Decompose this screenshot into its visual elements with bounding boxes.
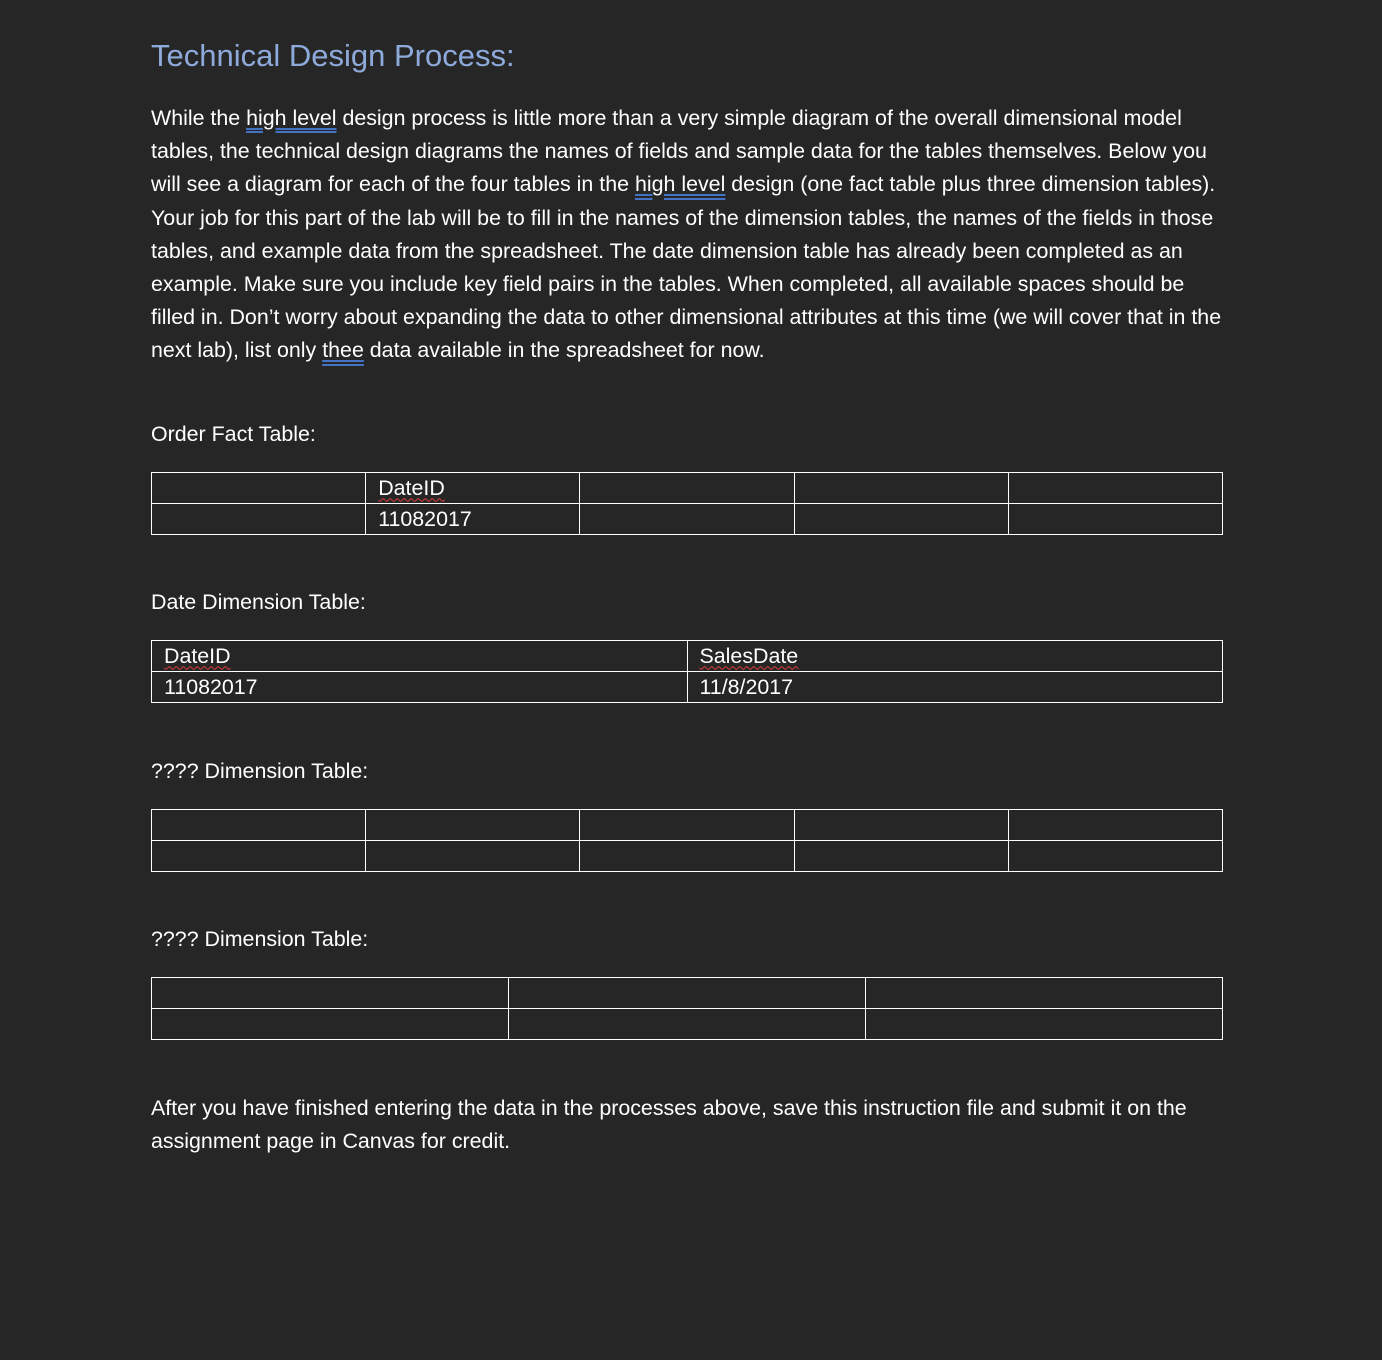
table-cell[interactable] xyxy=(152,504,366,535)
table-cell[interactable] xyxy=(1008,841,1222,872)
intro-link-high-level-2[interactable]: high level xyxy=(634,172,726,197)
unknown-dimension-label-1: ???? Dimension Table: xyxy=(151,759,369,783)
table-cell[interactable] xyxy=(152,810,366,841)
table-header-row xyxy=(152,473,1223,504)
table-row xyxy=(152,672,1223,703)
table-cell[interactable] xyxy=(152,1009,509,1040)
table-row xyxy=(152,1009,1223,1040)
table-cell[interactable]: 11/8/2017 xyxy=(687,672,1223,703)
table-cell[interactable] xyxy=(366,810,580,841)
table-header-row xyxy=(152,978,1223,1009)
table-cell[interactable]: DateID xyxy=(152,641,688,672)
unknown-dimension-table-2 xyxy=(151,977,1223,1040)
table-cell[interactable] xyxy=(794,473,1008,504)
unknown-dimension-label-2: ???? Dimension Table: xyxy=(151,927,369,951)
order-fact-label: Order Fact Table: xyxy=(151,422,316,446)
order-fact-table xyxy=(151,472,1223,535)
table-cell[interactable] xyxy=(580,504,794,535)
table-cell[interactable] xyxy=(152,841,366,872)
table-cell[interactable] xyxy=(794,504,1008,535)
table-cell[interactable] xyxy=(866,1009,1223,1040)
table-cell[interactable] xyxy=(580,841,794,872)
table-cell[interactable]: 11082017 xyxy=(152,672,688,703)
intro-link-high-level-1[interactable]: high level xyxy=(246,106,337,130)
intro-text-3: design (one fact table plus three dimension tables). Your job for this part of the lab will be to fill in the names of the dimension tables, the names of the fields in those tables, and example data from the spreadsheet. The date dimension table has already been completed as an example. Make sure you include key field pairs in the tables. When completed, all available spaces should be filled in. Don’t worry about expanding the data to other dimensional attributes at this time (we will cover that in the next lab), list only xyxy=(151,172,1222,363)
table-cell[interactable] xyxy=(1008,473,1222,504)
intro-text-2: design process is little more than a very simple diagram of the overall dimensional model tables, the technical design diagrams the names of fields and sample data for the tables themselves. Below you will see a diagram for each of the four tables in the xyxy=(151,106,1207,197)
page-title: Technical Design Process: xyxy=(151,38,515,73)
date-dimension-label: Date Dimension Table: xyxy=(151,590,366,614)
intro-paragraph xyxy=(151,102,1223,368)
table-cell[interactable] xyxy=(1008,810,1222,841)
table-header-row xyxy=(152,810,1223,841)
unknown-dimension-table-1 xyxy=(151,809,1223,872)
table-cell[interactable] xyxy=(152,978,509,1009)
table-cell[interactable]: 11082017 xyxy=(366,504,580,535)
date-dimension-table xyxy=(151,640,1223,703)
table-row xyxy=(152,841,1223,872)
table-cell[interactable] xyxy=(509,978,866,1009)
table-cell[interactable] xyxy=(152,473,366,504)
table-cell[interactable] xyxy=(366,841,580,872)
table-cell[interactable]: SalesDate xyxy=(687,641,1223,672)
table-header-row xyxy=(152,641,1223,672)
table-cell[interactable] xyxy=(580,473,794,504)
table-row xyxy=(152,504,1223,535)
table-cell[interactable] xyxy=(794,841,1008,872)
closing-paragraph: After you have finished entering the data in the processes above, save this instruction file and submit it on the assignment page in Canvas for credit. xyxy=(151,1096,1187,1154)
table-cell[interactable] xyxy=(580,810,794,841)
table-cell[interactable]: DateID xyxy=(366,473,580,504)
table-cell[interactable] xyxy=(1008,504,1222,535)
table-cell[interactable] xyxy=(509,1009,866,1040)
intro-text-4: data available in the spreadsheet for now. xyxy=(363,338,765,363)
intro-text-1: While the xyxy=(151,106,247,130)
intro-link-thee[interactable]: thee xyxy=(322,338,364,363)
table-cell[interactable] xyxy=(794,810,1008,841)
table-cell[interactable] xyxy=(866,978,1223,1009)
